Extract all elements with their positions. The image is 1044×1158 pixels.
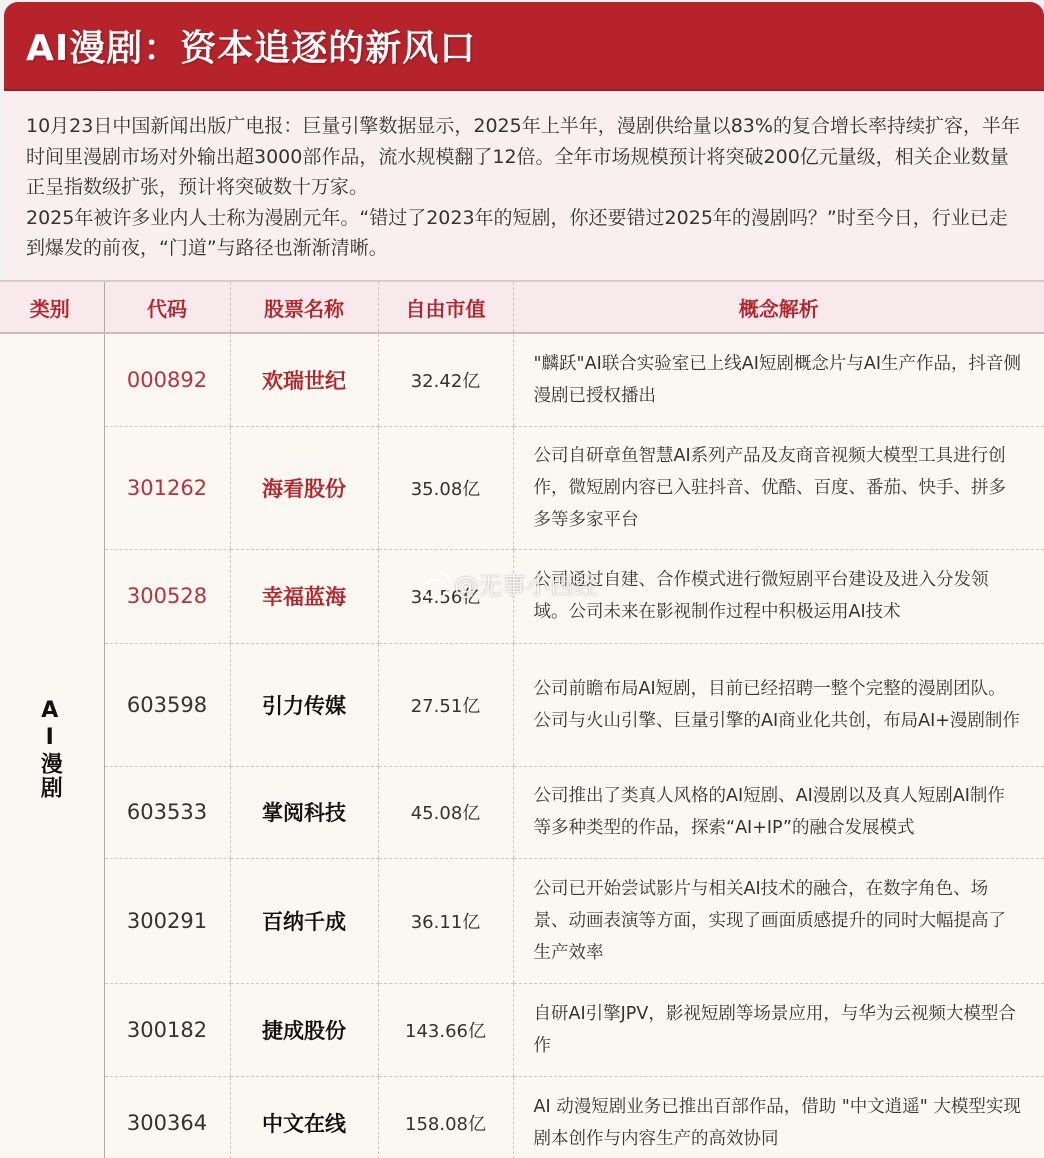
table-row [0, 333, 1044, 426]
stock-name: 幸福蓝海 [230, 549, 378, 643]
table-row [0, 983, 1044, 1076]
stock-code: 603533 [104, 766, 230, 858]
category-label: AI漫剧 [37, 698, 63, 800]
stock-name: 欢瑞世纪 [230, 333, 378, 426]
market-cap: 36.11亿 [378, 858, 513, 983]
stock-table [0, 280, 1044, 1158]
stock-code: 603598 [104, 643, 230, 766]
stock-code: 000892 [104, 333, 230, 426]
market-cap: 143.66亿 [378, 983, 513, 1076]
table-row [0, 858, 1044, 983]
stock-name: 引力传媒 [230, 643, 378, 766]
intro-paragraph-1: 10月23日中国新闻出版广电报：巨量引擎数据显示，2025年上半年，漫剧供给量以83%的复合增长率持续扩容，半年时间里漫剧市场对外输出超3000部作品，流水规模翻了12倍。全年市场规模预计将突破200亿元量级，相关企业数量正呈指数级扩张，预计将突破数十万家。 [26, 115, 1020, 198]
category-cell [0, 333, 104, 1158]
stock-code: 300364 [104, 1076, 230, 1158]
market-cap: 27.51亿 [378, 643, 513, 766]
stock-code: 300182 [104, 983, 230, 1076]
header-name: 股票名称 [230, 281, 378, 333]
stock-name: 掌阅科技 [230, 766, 378, 858]
header-cap: 自由市值 [378, 281, 513, 333]
market-cap: 32.42亿 [378, 333, 513, 426]
market-cap: 35.08亿 [378, 426, 513, 549]
stock-name: 海看股份 [230, 426, 378, 549]
stock-code: 300291 [104, 858, 230, 983]
concept-text: "麟跃"AI联合实验室已上线AI短剧概念片与AI生产作品，抖音侧漫剧已授权播出 [513, 333, 1044, 426]
market-cap: 45.08亿 [378, 766, 513, 858]
stock-name: 百纳千成 [230, 858, 378, 983]
intro-paragraph-2: 2025年被许多业内人士称为漫剧元年。“错过了2023年的短剧，你还要错过2025年的漫剧吗？”时至今日，行业已走到爆发的前夜，“门道”与路径也渐渐清晰。 [26, 206, 1008, 259]
header-code: 代码 [104, 281, 230, 333]
concept-text: 公司推出了类真人风格的AI短剧、AI漫剧以及真人短剧AI制作等多种类型的作品，探索“AI+IP”的融合发展模式 [513, 766, 1044, 858]
table-row [0, 1076, 1044, 1158]
table-row [0, 549, 1044, 643]
stock-name: 捷成股份 [230, 983, 378, 1076]
page-title: AI漫剧：资本追逐的新风口 [26, 28, 477, 69]
table-row [0, 766, 1044, 858]
market-cap: 158.08亿 [378, 1076, 513, 1158]
table-header-row [0, 281, 1044, 333]
concept-text: 自研AI引擎JPV，影视短剧等场景应用，与华为云视频大模型合作 [513, 983, 1044, 1076]
stock-name: 中文在线 [230, 1076, 378, 1158]
intro-text [4, 91, 1044, 281]
concept-text: 公司已开始尝试影片与相关AI技术的融合，在数字角色、场景、动画表演等方面，实现了画面质感提升的同时大幅提高了生产效率 [513, 858, 1044, 983]
table-row [0, 426, 1044, 549]
title-banner [4, 2, 1044, 91]
header-concept: 概念解析 [513, 281, 1044, 333]
market-cap: 34.56亿 [378, 549, 513, 643]
concept-text: 公司通过自建、合作模式进行微短剧平台建设及进入分发领域。公司未来在影视制作过程中积极运用AI技术 [513, 549, 1044, 643]
concept-text: AI 动漫短剧业务已推出百部作品，借助 "中文逍遥" 大模型实现剧本创作与内容生产的高效协同 [513, 1076, 1044, 1158]
header-category: 类别 [0, 281, 104, 333]
concept-text: 公司自研章鱼智慧AI系列产品及友商音视频大模型工具进行创作，微短剧内容已入驻抖音、优酷、百度、番茄、快手、拼多多等多家平台 [513, 426, 1044, 549]
stock-code: 300528 [104, 549, 230, 643]
concept-text: 公司前瞻布局AI短剧，目前已经招聘一整个完整的漫剧团队。公司与火山引擎、巨量引擎的AI商业化共创，布局AI+漫剧制作 [513, 643, 1044, 766]
watermark-text: @无事小西经 [454, 572, 598, 600]
stock-code: 301262 [104, 426, 230, 549]
table-row [0, 643, 1044, 766]
